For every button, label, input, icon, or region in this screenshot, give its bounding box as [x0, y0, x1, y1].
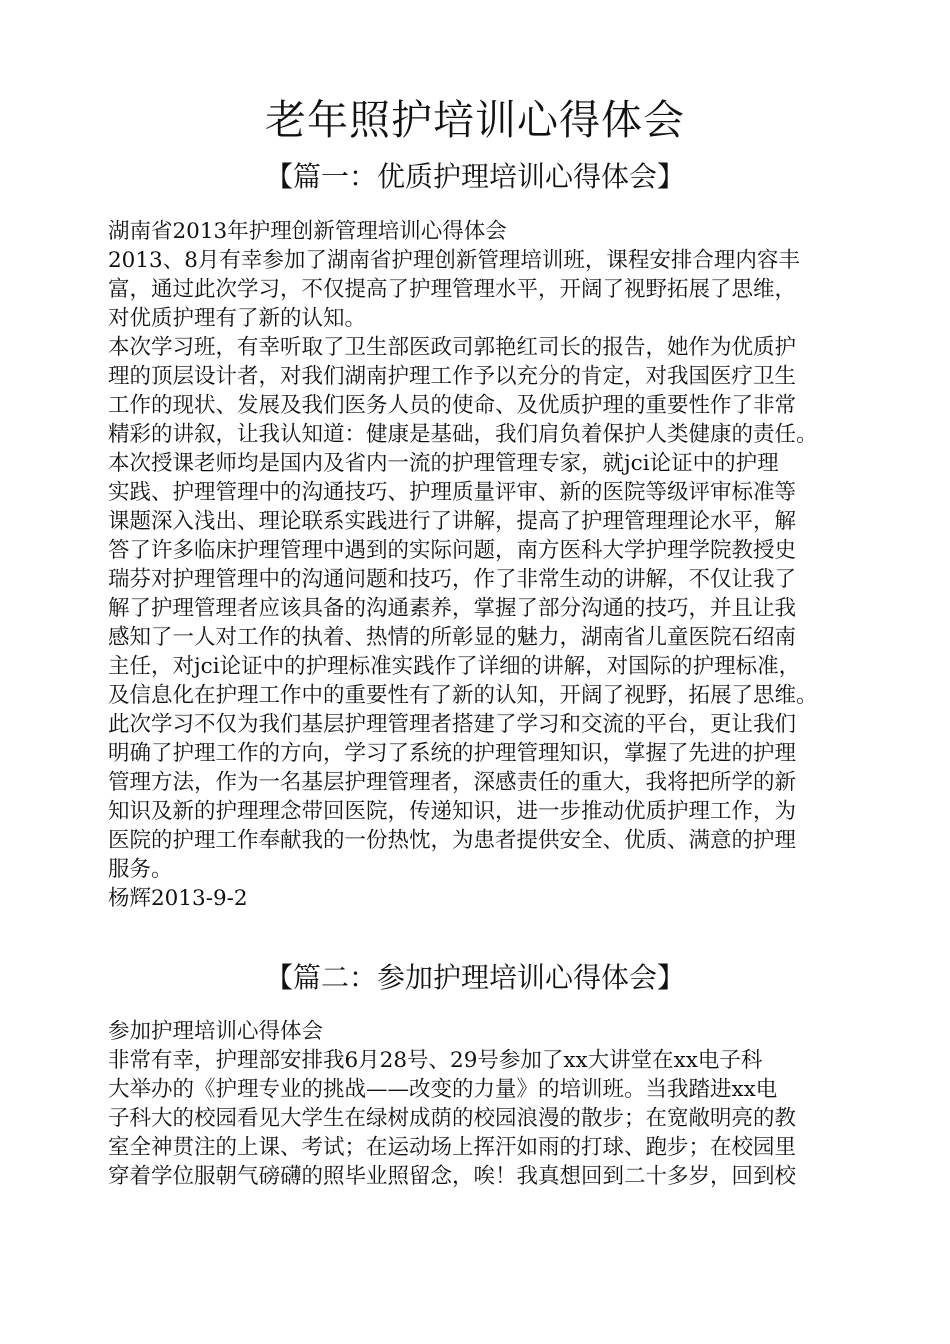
text-line: 本次学习班，有幸听取了卫生部医政司郭艳红司长的报告，她作为优质护 [108, 335, 797, 360]
text-line: 服务。 [108, 857, 173, 882]
text-line: 参加护理培训心得体会 [108, 1019, 324, 1044]
text-line: 大举办的《护理专业的挑战——改变的力量》的培训班。当我踏进xx电 [108, 1077, 778, 1102]
text-line: 实践、护理管理中的沟通技巧、护理质量评审、新的医院等级评审标准等 [108, 480, 797, 505]
text-line: 解了护理管理者应该具备的沟通素养，掌握了部分沟通的技巧，并且让我 [108, 596, 797, 621]
text-line: 子科大的校园看见大学生在绿树成荫的校园浪漫的散步；在宽敞明亮的教 [108, 1106, 797, 1131]
text-line: 主任，对jci论证中的护理标准实践作了详细的讲解，对国际的护理标准， [108, 654, 801, 679]
text-line: 湖南省2013年护理创新管理培训心得体会 [108, 219, 507, 244]
section-heading-2: 【篇二：参加护理培训心得体会】 [264, 961, 685, 994]
document-title: 老年照护培训心得体会 [265, 96, 685, 144]
text-line: 室全神贯注的上课、考试；在运动场上挥汗如雨的打球、跑步；在校园里 [108, 1135, 797, 1160]
text-line: 理的顶层设计者，对我们湖南护理工作予以充分的肯定，对我国医疗卫生 [108, 364, 797, 389]
text-line: 富，通过此次学习，不仅提高了护理管理水平，开阔了视野拓展了思维， [108, 277, 797, 302]
text-line: 医院的护理工作奉献我的一份热忱，为患者提供安全、优质、满意的护理 [108, 828, 797, 853]
text-line: 穿着学位服朝气磅礴的照毕业照留念，唉！我真想回到二十多岁，回到校 [108, 1164, 797, 1189]
text-line: 课题深入浅出、理论联系实践进行了讲解，提高了护理管理理论水平，解 [108, 509, 797, 534]
text-line: 知识及新的护理理念带回医院，传递知识，进一步推动优质护理工作，为 [108, 799, 797, 824]
text-line: 此次学习不仅为我们基层护理管理者搭建了学习和交流的平台，更让我们 [108, 712, 797, 737]
text-line: 非常有幸，护理部安排我6月28号、29号参加了xx大讲堂在xx电子科 [108, 1048, 763, 1073]
text-line: 及信息化在护理工作中的重要性有了新的认知，开阔了视野，拓展了思维。 [108, 683, 818, 708]
text-line: 明确了护理工作的方向，学习了系统的护理管理知识，掌握了先进的护理 [108, 741, 797, 766]
section-body-1 [108, 217, 858, 913]
text-line: 工作的现状、发展及我们医务人员的使命、及优质护理的重要性作了非常 [108, 393, 797, 418]
section-body-2 [108, 1017, 858, 1191]
signature-line: 杨辉2013-9-2 [108, 886, 248, 911]
text-line: 管理方法，作为一名基层护理管理者，深感责任的重大，我将把所学的新 [108, 770, 797, 795]
text-line: 2013、8月有幸参加了湖南省护理创新管理培训班，课程安排合理内容丰 [108, 248, 800, 273]
text-line: 感知了一人对工作的执着、热情的所彰显的魅力，湖南省儿童医院石绍南 [108, 625, 797, 650]
text-line: 精彩的讲叙，让我认知道：健康是基础，我们肩负着保护人类健康的责任。 [108, 422, 818, 447]
text-line: 对优质护理有了新的认知。 [108, 306, 367, 331]
text-line: 本次授课老师均是国内及省内一流的护理管理专家，就jci论证中的护理 [108, 451, 779, 476]
text-line: 答了许多临床护理管理中遇到的实际问题，南方医科大学护理学院教授史 [108, 538, 797, 563]
section-heading-1: 【篇一：优质护理培训心得体会】 [264, 160, 685, 193]
text-line: 瑞芬对护理管理中的沟通问题和技巧，作了非常生动的讲解，不仅让我了 [108, 567, 797, 592]
